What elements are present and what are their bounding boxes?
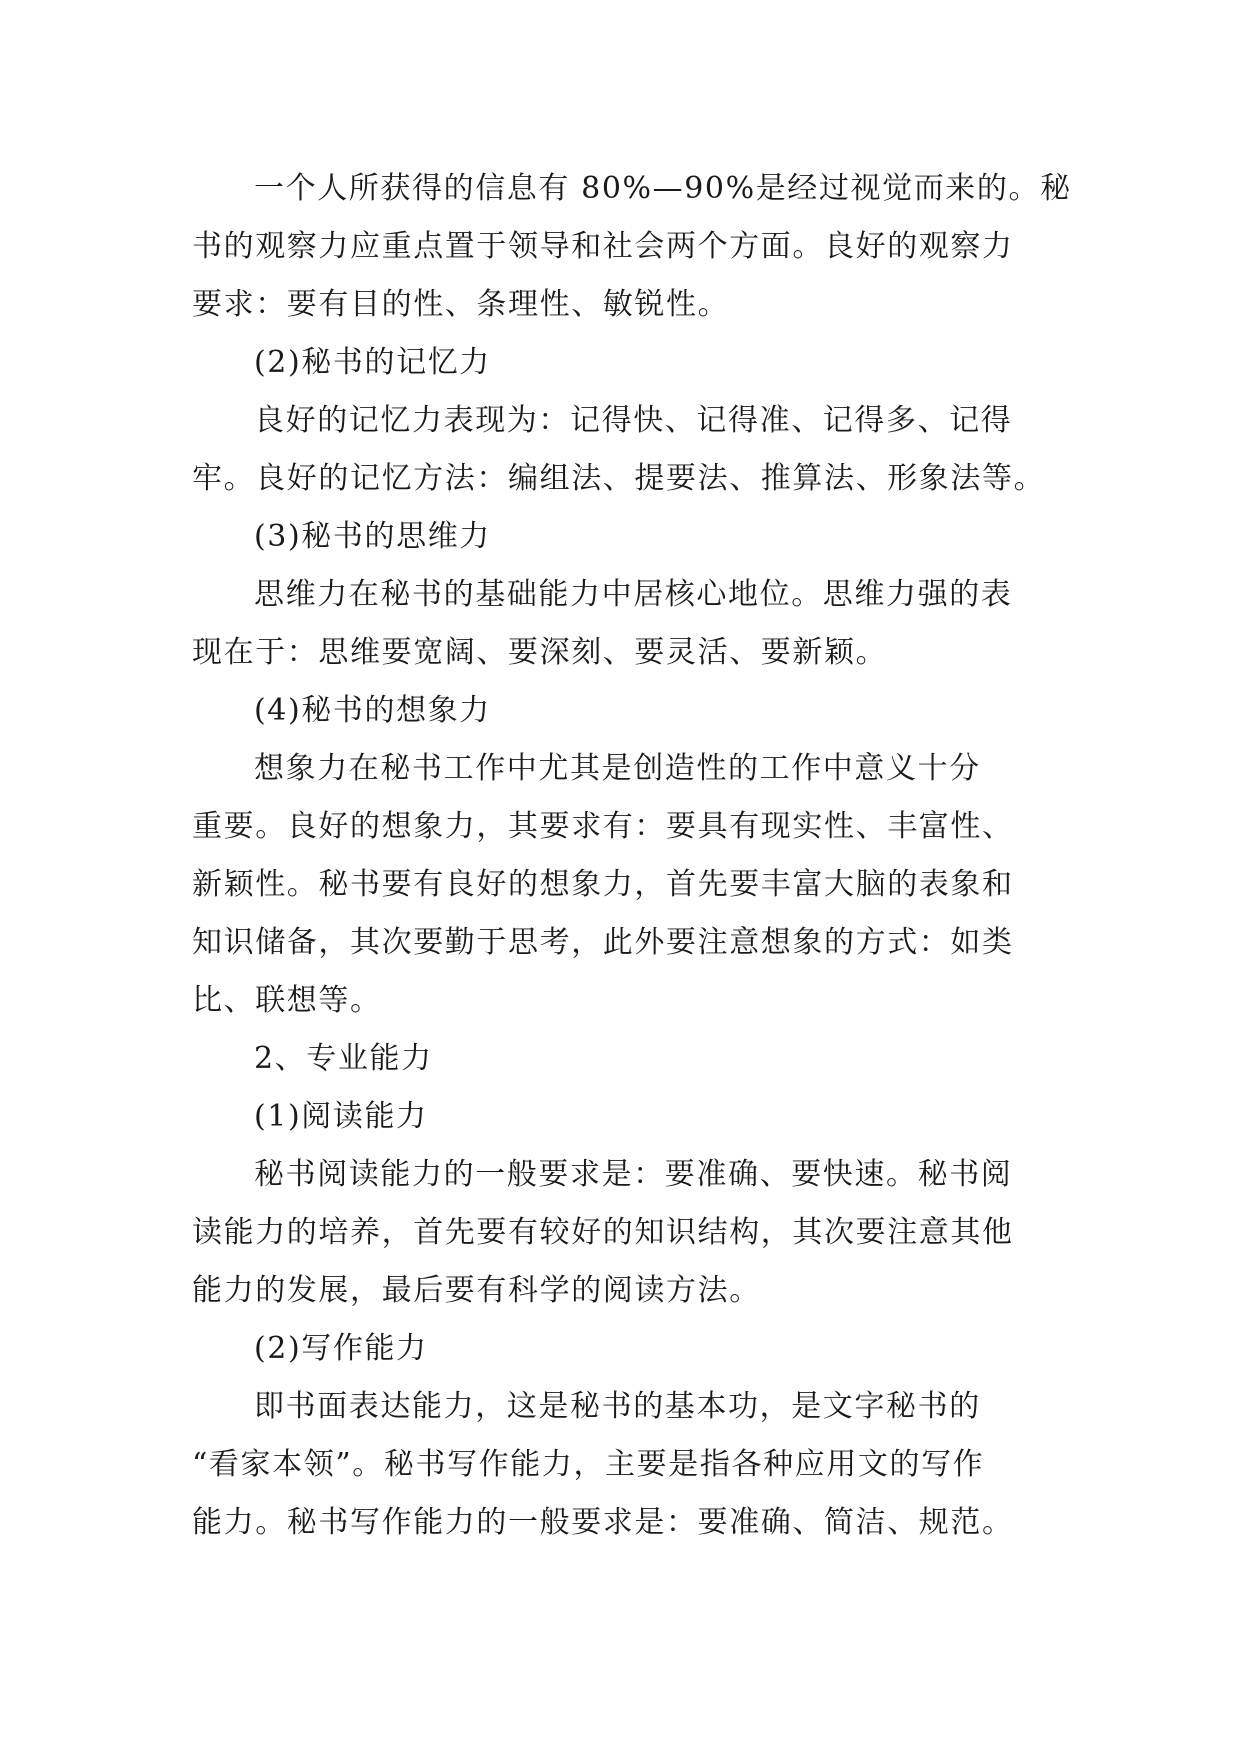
section-heading: (1)阅读能力 [254,1099,428,1134]
paragraph-line: 知识储备，其次要勤于思考，此外要注意想象的方式：如类 [192,925,1014,960]
paragraph-line: 思维力在秘书的基础能力中居核心地位。思维力强的表 [254,577,1013,612]
section-heading: 2、专业能力 [254,1041,433,1076]
paragraph-line: 能力。秘书写作能力的一般要求是：要准确、简洁、规范。 [192,1505,1014,1540]
section-heading: (4)秘书的想象力 [254,693,491,728]
paragraph-line: 牢。良好的记忆方法：编组法、提要法、推算法、形象法等。 [192,461,1046,496]
paragraph-line: 书的观察力应重点置于领导和社会两个方面。良好的观察力 [192,229,1014,264]
paragraph-line: 比、联想等。 [192,983,382,1018]
paragraph-line: “看家本领”。秘书写作能力，主要是指各种应用文的写作 [192,1447,985,1482]
paragraph-line: 即书面表达能力，这是秘书的基本功，是文字秘书的 [254,1389,981,1424]
paragraph-line: 一个人所获得的信息有 80%—90%是经过视觉而来的。秘 [254,171,1072,206]
document-page [192,160,1072,1552]
paragraph-line: 想象力在秘书工作中尤其是创造性的工作中意义十分 [254,751,981,786]
paragraph-line: 现在于：思维要宽阔、要深刻、要灵活、要新颖。 [192,635,888,670]
paragraph-line: 良好的记忆力表现为：记得快、记得准、记得多、记得 [254,403,1013,438]
paragraph-line: 要求：要有目的性、条理性、敏锐性。 [192,287,730,322]
paragraph-line: 新颖性。秘书要有良好的想象力，首先要丰富大脑的表象和 [192,867,1014,902]
paragraph-line: 能力的发展，最后要有科学的阅读方法。 [192,1273,761,1308]
section-heading: (2)秘书的记忆力 [254,345,491,380]
paragraph-line: 秘书阅读能力的一般要求是：要准确、要快速。秘书阅 [254,1157,1013,1192]
paragraph-line: 读能力的培养，首先要有较好的知识结构，其次要注意其他 [192,1215,1014,1250]
section-heading: (2)写作能力 [254,1331,428,1366]
paragraph-line: 重要。良好的想象力，其要求有：要具有现实性、丰富性、 [192,809,1014,844]
section-heading: (3)秘书的思维力 [254,519,491,554]
